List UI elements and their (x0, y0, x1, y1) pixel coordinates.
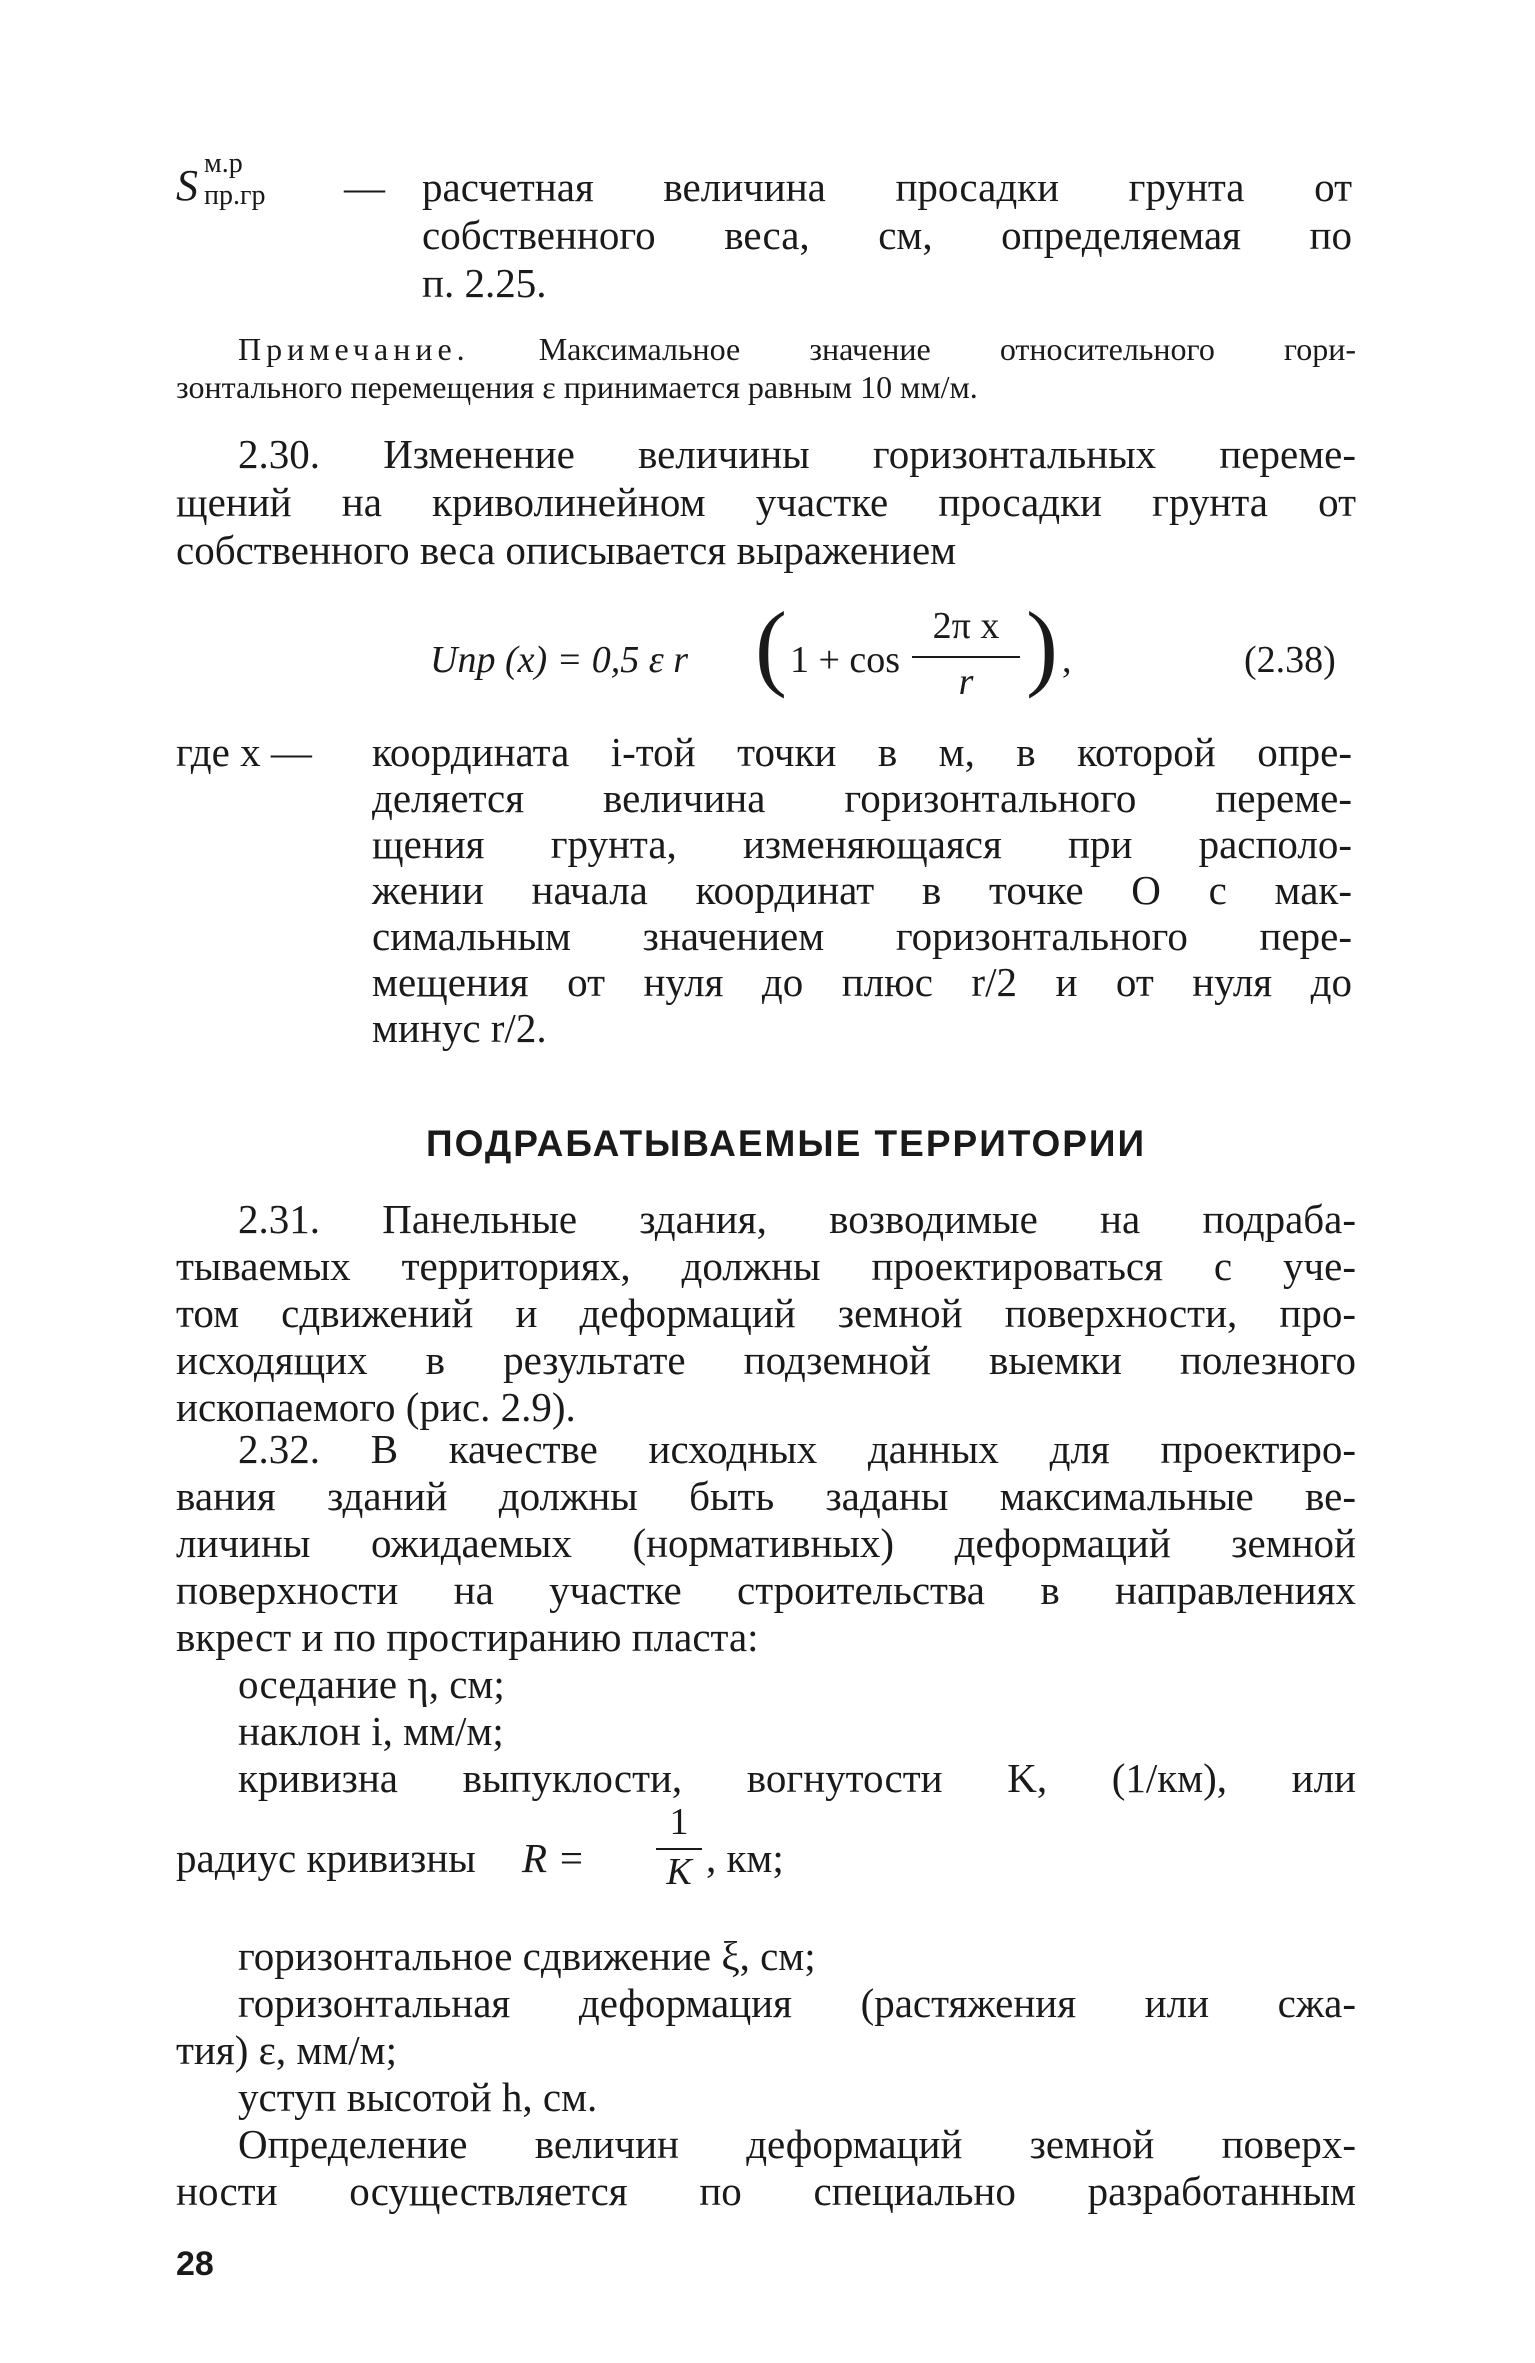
top-dash: — (344, 164, 385, 210)
list-item: оседание η, см; (238, 1661, 505, 1707)
list-item: горизонтальная деформация (растяжения или сжа- (238, 1980, 1356, 2026)
note-line: зонтального перемещения ε принимается равным 10 мм/м. (176, 369, 978, 405)
formula-inner: 1 + cos (790, 639, 901, 681)
formula-number: (2.38) (1244, 639, 1336, 681)
radius-label: радиус кривизны (176, 1835, 476, 1881)
text-line: 2.31. Панельные здания, возводимые на подраба- (238, 1196, 1356, 1242)
text-line: поверхности на участке строительства в направлениях (176, 1567, 1356, 1613)
list-item: наклон i, мм/м; (238, 1708, 504, 1754)
text-line: Определение величин деформаций земной поверх- (238, 2121, 1356, 2167)
text-line: собственного веса, см, определяемая по (422, 212, 1352, 258)
text-line: деляется величина горизонтального переме- (372, 775, 1352, 821)
radius-denominator: K (666, 1851, 692, 1893)
text-line: тываемых территориях, должны проектироваться с уче- (176, 1243, 1356, 1289)
symbol-subscript: пр.гр (204, 180, 266, 211)
symbol-base: S (176, 161, 198, 210)
text-line: минус r/2. (372, 1005, 547, 1051)
formula-numerator: 2π x (932, 605, 1000, 647)
note-label: Примечание. (238, 331, 470, 367)
text-line: симальным значением горизонтального пере- (372, 913, 1352, 959)
radius-unit: , км; (706, 1835, 784, 1881)
radius-numerator: 1 (669, 1801, 689, 1843)
formula-2-38 (0, 592, 1535, 720)
formula-lhs: Uпр (x) = 0,5 ε r (430, 639, 689, 681)
text-line: щения грунта, изменяющаяся при располо- (372, 821, 1352, 867)
text-line: мещения от нуля до плюс r/2 и от нуля до (372, 959, 1352, 1005)
left-paren: ( (755, 592, 787, 699)
list-item: горизонтальное сдвижение ξ, см; (238, 1933, 816, 1979)
text-line: 2.30. Изменение величины горизонтальных переме- (238, 431, 1356, 477)
symbol-s-mr-prgr (176, 148, 296, 220)
symbol-superscript: м.р (204, 148, 243, 179)
text-line: вания зданий должны быть заданы максимальные ве- (176, 1473, 1356, 1519)
note-line (238, 330, 1356, 368)
list-item: уступ высотой h, см. (238, 2074, 598, 2120)
text-line: п. 2.25. (422, 260, 547, 306)
text-line: жении начала координат в точке O с мак- (372, 867, 1352, 913)
fraction-bar (912, 656, 1020, 658)
text-line: щений на криволинейном участке просадки грунта от (176, 479, 1356, 525)
text-line: личины ожидаемых (нормативных) деформаций земной (176, 1520, 1356, 1566)
text-line: координата i-той точки в м, в которой опре- (372, 729, 1352, 775)
formula-denominator: r (958, 661, 974, 703)
text-line: ископаемого (рис. 2.9). (176, 1384, 576, 1430)
page-number: 28 (176, 2245, 214, 2283)
text-line: том сдвижений и деформаций земной поверхности, про- (176, 1290, 1356, 1336)
list-item: тия) ε, мм/м; (176, 2027, 397, 2073)
section-heading: ПОДРАБАТЫВАЕМЫЕ ТЕРРИТОРИИ (426, 1123, 1147, 1164)
text-line: 2.32. В качестве исходных данных для проектиро- (238, 1426, 1356, 1472)
text-line: ности осуществляется по специально разработанным (176, 2168, 1356, 2214)
note-text: Максимальное значение относительного гори- (538, 331, 1357, 367)
list-item-radius (176, 1801, 876, 1916)
radius-formula: R = (522, 1835, 585, 1881)
text-line: расчетная величина просадки грунта от (422, 164, 1352, 210)
text-line: вкрест и по простиранию пласта: (176, 1614, 759, 1660)
text-line: исходящих в результате подземной выемки полезного (176, 1337, 1356, 1383)
where-lead: где x — (176, 729, 312, 775)
right-paren: ) (1026, 592, 1058, 699)
list-item: кривизна выпуклости, вогнутости K, (1/км), или (238, 1755, 1356, 1801)
formula-tail: , (1062, 639, 1072, 681)
radius-fraction-bar (656, 1848, 702, 1850)
text-line: собственного веса описывается выражением (176, 527, 957, 573)
